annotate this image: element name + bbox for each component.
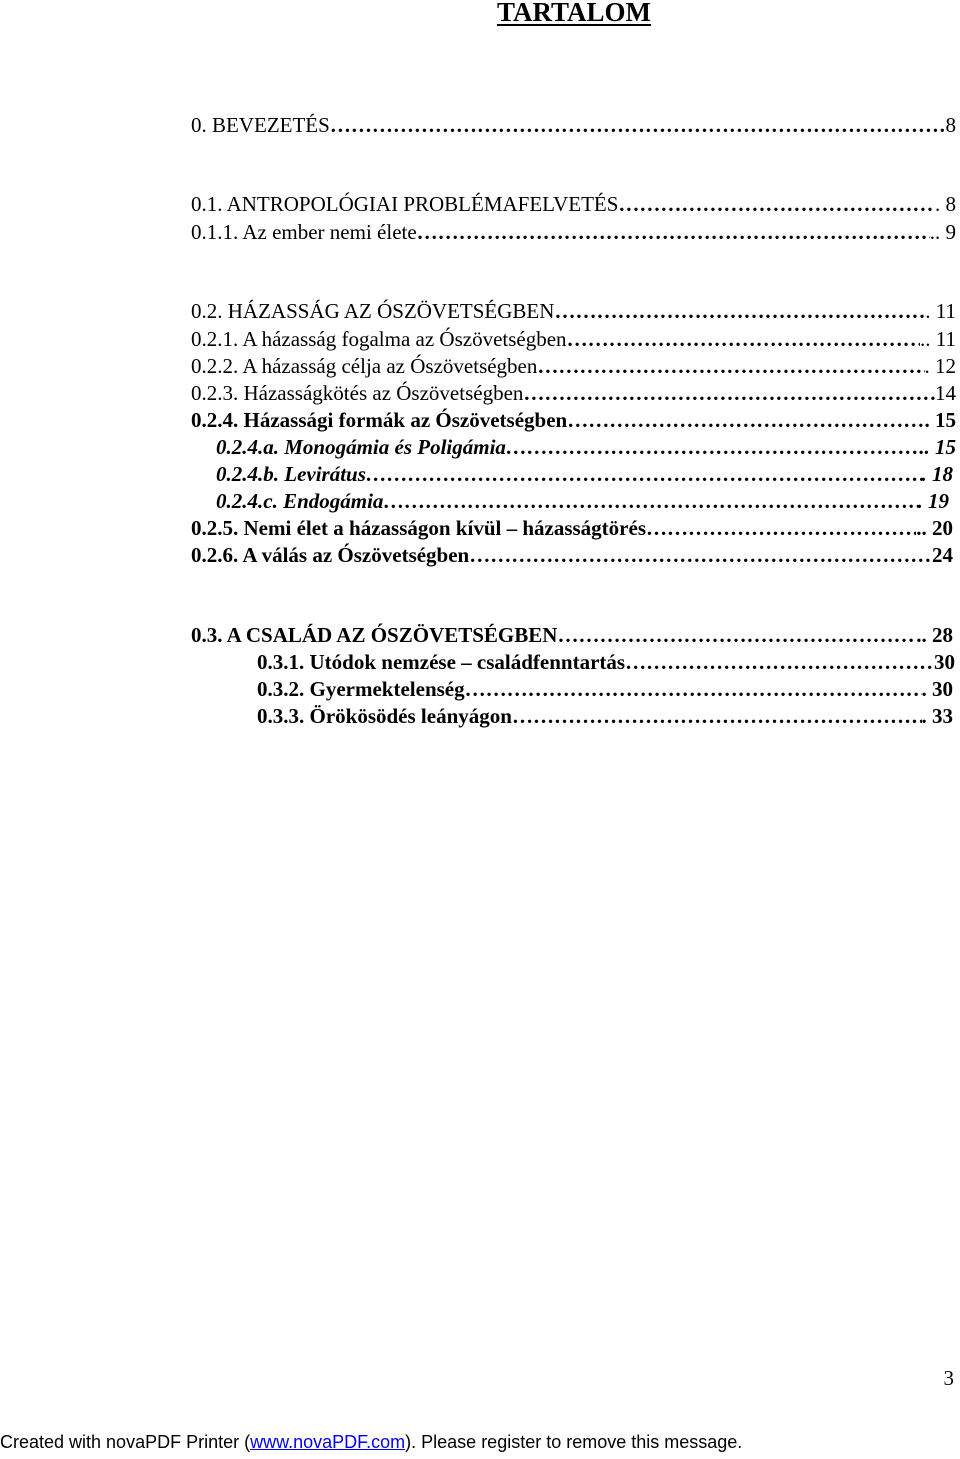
toc-entry-hazassagtores[interactable] [191, 514, 953, 542]
toc-entry-label: 0.2.1. A házasság fogalma az Ószövetségben [191, 327, 567, 351]
toc-entry-utodok[interactable] [257, 648, 955, 676]
toc-entry-label: 0.2.4.c. Endogámia [216, 489, 384, 513]
toc-entry-label: 0.3. A CSALÁD AZ ÓSZÖVETSÉGBEN [191, 623, 558, 647]
toc-entry-orokosodes[interactable] [257, 702, 953, 730]
toc-entry-page: .. 9 [929, 220, 956, 244]
toc-entry-page: .. 15 [919, 435, 956, 459]
toc-leader-dots [567, 325, 920, 353]
toc-entry-label: 0.2.5. Nemi élet a házasságon kívül – házasságtörés [191, 516, 646, 540]
toc-entry-page: .. 11 [920, 327, 956, 351]
toc-leader-dots [618, 190, 935, 218]
toc-entry-page: . 15 [924, 408, 956, 432]
toc-entry-page: 24 [932, 543, 953, 567]
toc-entry-hazassag-celja[interactable] [191, 352, 956, 380]
toc-entry-label: 0.2. HÁZASSÁG AZ ÓSZÖVETSÉGBEN [191, 299, 555, 323]
toc-entry-hazassag[interactable] [191, 297, 956, 325]
toc-leader-dots [506, 433, 919, 461]
toc-leader-dots [554, 297, 925, 325]
toc-leader-dots [330, 111, 946, 139]
toc-entry-csalad[interactable] [191, 621, 953, 649]
toc-entry-label: 0. BEVEZETÉS [191, 113, 330, 137]
toc-entry-label: 0.3.1. Utódok nemzése – családfenntartás [257, 650, 626, 674]
toc-entry-page: .. 20 [916, 516, 953, 540]
toc-entry-gyermektelenseg[interactable] [257, 675, 953, 703]
page-title: TARTALOM [496, 0, 652, 27]
toc-entry-page: . 33 [921, 704, 953, 728]
toc-entry-label: 0.2.6. A válás az Ószövetségben [191, 543, 470, 567]
page-number: 3 [943, 1366, 954, 1390]
toc-entry-antropologiai[interactable] [191, 190, 956, 218]
toc-entry-label: 0.3.3. Örökösödés leányágon [257, 704, 512, 728]
toc-entry-label: 0.3.2. Gyermektelenség [257, 677, 465, 701]
toc-leader-dots [646, 514, 916, 542]
toc-leader-dots [523, 379, 935, 407]
footer-suffix: ). Please register to remove this message. [405, 1432, 743, 1452]
toc-leader-dots [417, 218, 930, 246]
toc-leader-dots [512, 702, 922, 730]
toc-entry-page: 30 [934, 650, 955, 674]
toc-entry-label: 0.2.4.b. Levirátus [216, 462, 366, 486]
toc-entry-page: . 30 [921, 677, 953, 701]
toc-entry-page: .. 28 [916, 623, 953, 647]
toc-entry-leviratus[interactable] [216, 460, 953, 488]
toc-entry-page: 8 [945, 113, 956, 137]
footer-prefix: Created with novaPDF Printer ( [0, 1432, 251, 1452]
toc-entry-monogamia[interactable] [216, 433, 956, 461]
toc-entry-label: 0.2.3. Házasságkötés az Ószövetségben [191, 381, 524, 405]
toc-entry-page: . 19 [917, 489, 949, 513]
toc-entry-page: . 12 [924, 354, 956, 378]
printer-footer [0, 1430, 960, 1454]
toc-entry-hazassagkotes[interactable] [191, 379, 956, 407]
toc-entry-endogamia[interactable] [216, 487, 949, 515]
toc-leader-dots [465, 675, 922, 703]
toc-leader-dots [625, 648, 934, 676]
toc-leader-dots [537, 352, 924, 380]
toc-entry-hazassag-fogalma[interactable] [191, 325, 956, 353]
toc-entry-page: . 8 [935, 192, 956, 216]
toc-leader-dots [567, 406, 924, 434]
toc-entry-page: . 18 [921, 462, 953, 486]
toc-entry-page: 14 [935, 381, 956, 405]
toc-entry-bevezetes[interactable] [191, 111, 956, 139]
footer-link[interactable]: www.novaPDF.com [250, 1432, 406, 1452]
toc-entry-label: 0.2.4.a. Monogámia és Poligámia [216, 435, 506, 459]
toc-entry-label: 0.2.4. Házassági formák az Ószövetségben [191, 408, 568, 432]
toc-entry-valas[interactable] [191, 541, 953, 569]
toc-leader-dots [469, 541, 932, 569]
toc-entry-label: 0.1. ANTROPOLÓGIAI PROBLÉMAFELVETÉS [191, 192, 619, 216]
toc-entry-hazassagi-formak[interactable] [191, 406, 956, 434]
toc-entry-nemi-elete[interactable] [191, 218, 956, 246]
toc-leader-dots [383, 487, 917, 515]
toc-leader-dots [557, 621, 916, 649]
toc-entry-page: . 11 [925, 299, 956, 323]
toc-leader-dots [366, 460, 922, 488]
toc-entry-label: 0.2.2. A házasság célja az Ószövetségben [191, 354, 538, 378]
toc-entry-label: 0.1.1. Az ember nemi élete [191, 220, 417, 244]
